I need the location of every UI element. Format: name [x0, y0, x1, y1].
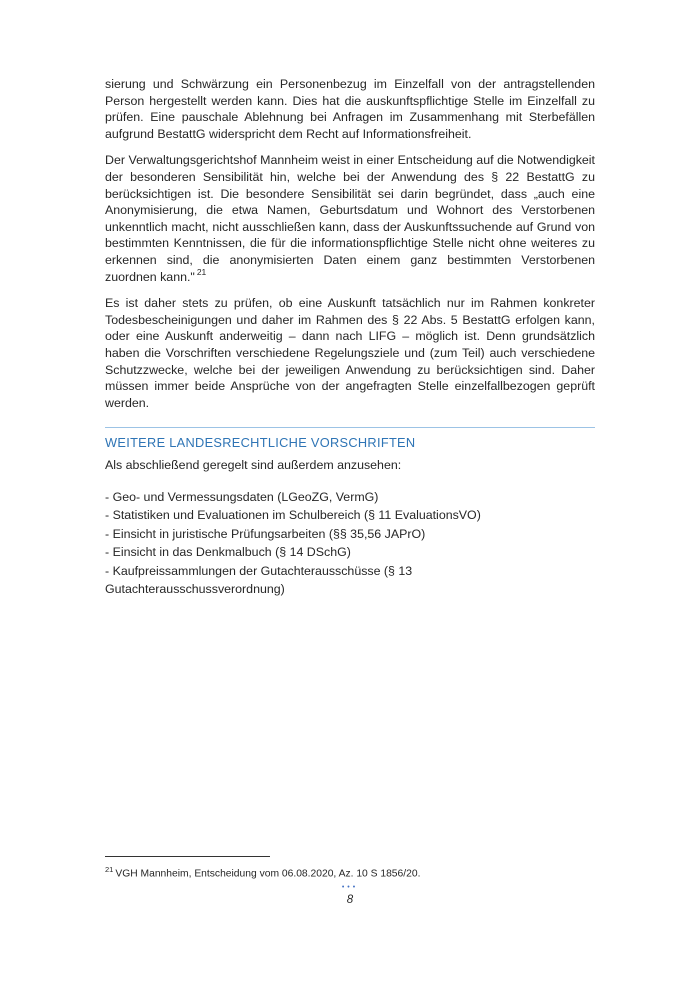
- footnote-marker: 21: [105, 865, 114, 874]
- footnote-text: VGH Mannheim, Entscheidung vom 06.08.2020, Az. 10 S 1856/20.: [115, 868, 421, 880]
- section-heading: WEITERE LANDESRECHTLICHE VORSCHRIFTEN: [105, 435, 416, 451]
- list-item: - Statistiken und Evaluationen im Schulbereich (§ 11 EvaluationsVO): [105, 508, 481, 523]
- paragraph-3: [105, 295, 595, 411]
- footer-dots-decoration: •••: [341, 884, 359, 891]
- footnote-reference-21: 21: [196, 267, 207, 278]
- section-weitere-vorschriften: [105, 427, 595, 598]
- list-item: - Einsicht in das Denkmalbuch (§ 14 DSchG): [105, 545, 351, 560]
- paragraph-1-text: sierung und Schwärzung ein Personenbezug im Einzelfall von der antragstellenden Person hergestellt werden kann. Dies hat die auskunftspflichtige Stelle im Einzelfall zu prüfen. Eine pauschale Ablehnung bei Anfragen im Zusammenhang mit Sterbefällen aufgrund BestattG widerspricht dem Recht auf Informationsfreiheit.: [105, 77, 595, 141]
- provisions-list: [105, 488, 595, 598]
- list-item: - Einsicht in juristische Prüfungsarbeiten (§§ 35,56 JAPrO): [105, 526, 426, 541]
- footnote-21: [105, 863, 595, 880]
- paragraph-2-text: Der Verwaltungsgerichtshof Mannheim weist in einer Entscheidung auf die Notwendigkeit der besonderen Sensibilität hin, welche bei der Anwendung des § 22 BestattG zu berücksichtigen ist. Die besondere Sensibilität sei darin begründet, dass „auch eine Anonymisierung, die etwa Namen, Geburtsdatum und Wohnort des Verstorbenen unkenntlich macht, nicht ausschließen kann, dass der Auskunftssuchende auf Grund von bestimmten Kenntnissen, die für die informationspflichtige Stelle nicht ohne weiteres zu erkennen sind, die anonymisierten Daten einem ganz bestimmten Verstorbenen zuordnen kann.": [105, 153, 595, 284]
- footnote-area: [105, 856, 595, 880]
- footnote-separator-rule: [105, 856, 270, 857]
- page-footer: [0, 884, 700, 906]
- paragraph-1: [105, 76, 595, 142]
- section-intro: Als abschließend geregelt sind außerdem anzusehen:: [105, 458, 402, 473]
- page-number: 8: [346, 894, 354, 906]
- list-item: - Kaufpreissammlungen der Gutachterausschüsse (§ 13 Gutachterausschussverordnung): [105, 563, 413, 596]
- paragraph-2: [105, 152, 595, 285]
- list-item: - Geo- und Vermessungsdaten (LGeoZG, VermG): [105, 489, 379, 504]
- paragraph-3-text: Es ist daher stets zu prüfen, ob eine Auskunft tatsächlich nur im Rahmen konkreter Todesbescheinigungen und daher im Rahmen des § 22 Abs. 5 BestattG erfolgen kann, oder eine Auskunft anderweitig – dann nach LIFG – möglich ist. Denn grundsätzlich haben die Vorschriften verschiedene Regelungsziele und (zum Teil) auch verschiedene Schutzzwecke, welche bei der jeweiligen Anwendung zu berücksichtigen sind. Daher müssen immer beide Ansprüche von der angefragten Stelle einzelfallbezogen geprüft werden.: [105, 296, 595, 410]
